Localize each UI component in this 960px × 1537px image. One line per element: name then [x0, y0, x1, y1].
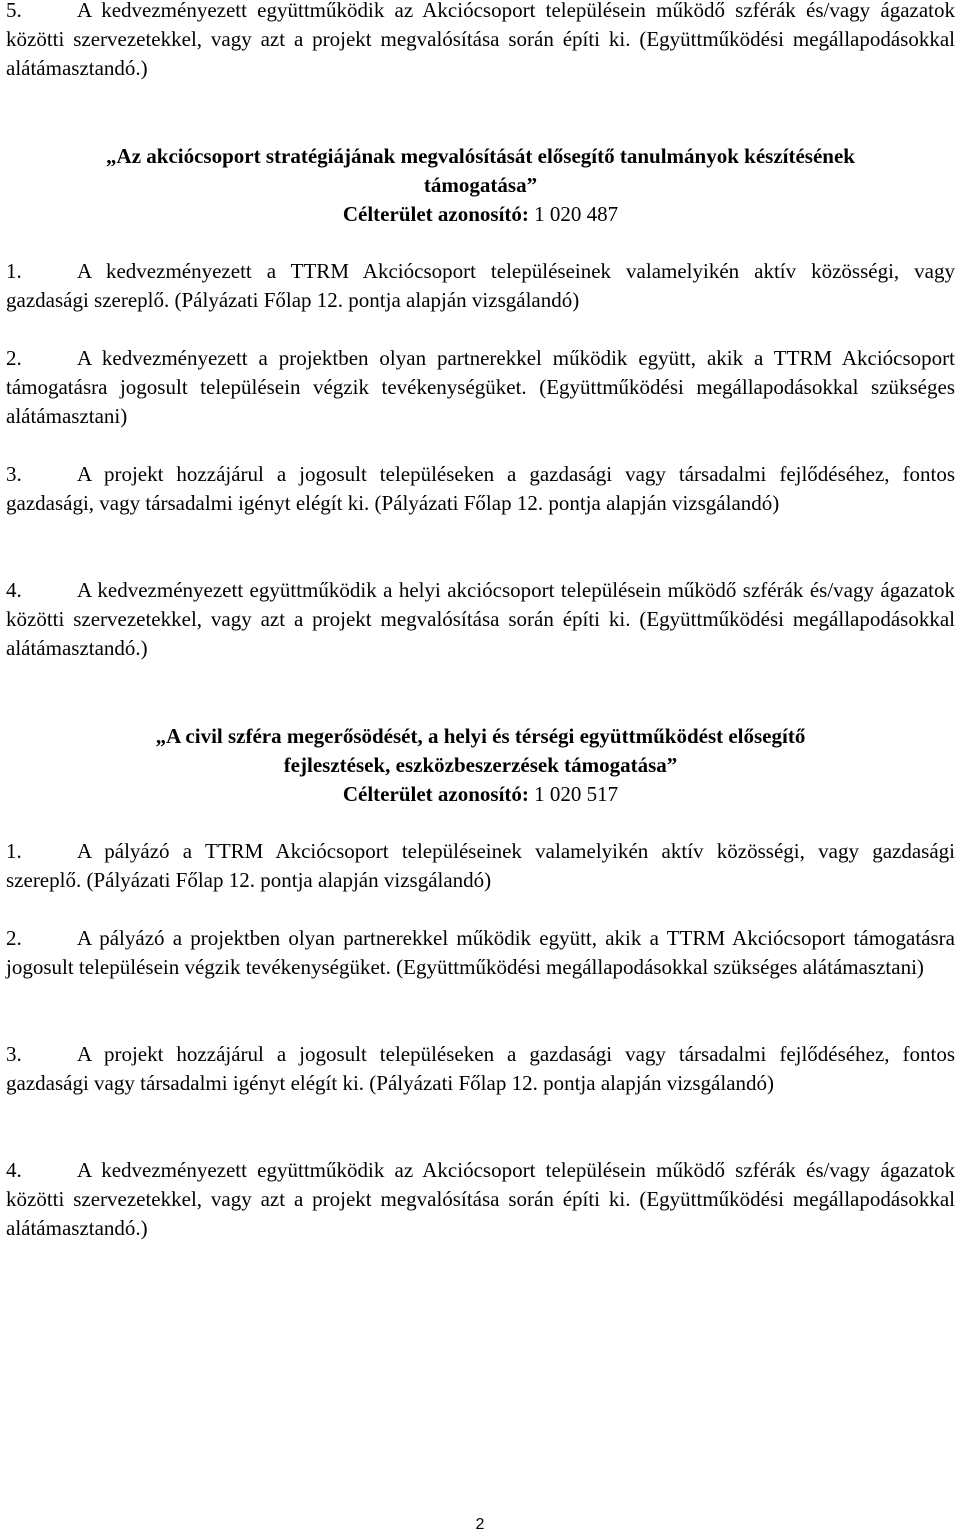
item-text: A pályázó a TTRM Akciócsoport településeinek valamelyikén aktív közösségi, vagy gazdasági szereplő. (Pályázati Főlap 12. pontja alapján vizsgálandó) [6, 839, 955, 892]
section1-item-3 [6, 460, 955, 518]
paragraph-number: 5. [6, 0, 22, 22]
item-text: A projekt hozzájárul a jogosult településeken a gazdasági vagy társadalmi fejlődéséhez, fontos gazdasági, vagy társadalmi igényt elégít ki. (Pályázati Főlap 12. pontja alapján vizsgálandó) [6, 462, 955, 515]
paragraph-text: A kedvezményezett együttműködik az Akciócsoport településein működő szférák és/vagy ágazatok közötti szervezetekkel, vagy azt a projekt megvalósítása során építi ki. (Együttműködési megállapodásokkal alátámasztandó.) [6, 0, 955, 80]
section1-item-4 [6, 576, 955, 663]
item-number: 3. [6, 1042, 22, 1066]
section2-item-1 [6, 837, 955, 895]
page-number: 2 [475, 1516, 485, 1533]
item-number: 1. [6, 259, 22, 283]
target-area-code-2 [6, 780, 955, 809]
item-number: 2. [6, 346, 22, 370]
target-area-code-1 [6, 200, 955, 229]
section-heading-1 [6, 142, 955, 229]
item-text: A kedvezményezett a projektben olyan partnerekkel működik együtt, akik a TTRM Akciócsoport támogatásra jogosult településein végzik tevékenységüket. (Együttműködési megállapodásokkal szükséges alátámasztani) [6, 346, 955, 428]
item-number: 3. [6, 462, 22, 486]
item-number: 4. [6, 578, 22, 602]
target-area-label: Célterület azonosító: [342, 782, 529, 806]
target-area-label: Célterület azonosító: [342, 202, 529, 226]
section1-item-1 [6, 257, 955, 315]
section2-item-2 [6, 924, 955, 982]
section1-item-2 [6, 344, 955, 431]
section2-item-4 [6, 1156, 955, 1243]
item-text: A kedvezményezett együttműködik a helyi akciócsoport településein működő szférák és/vagy ágazatok közötti szervezetekkel, vagy azt a projekt megvalósítása során építi ki. (Együttműködési megállapodásokkal alátámasztandó.) [6, 578, 955, 660]
section-title-1: „Az akciócsoport stratégiájának megvalósítását elősegítő tanulmányok készítésének támogatása” [106, 144, 855, 197]
target-area-value: 1 020 517 [534, 782, 619, 806]
item-number: 2. [6, 926, 22, 950]
section2-item-3 [6, 1040, 955, 1098]
item-text: A kedvezményezett együttműködik az Akciócsoport településein működő szférák és/vagy ágazatok közötti szervezetekkel, vagy azt a projekt megvalósítása során építi ki. (Együttműködési megállapodásokkal alátámasztandó.) [6, 1158, 955, 1240]
target-area-value: 1 020 487 [534, 202, 619, 226]
item-number: 1. [6, 839, 22, 863]
top-paragraph [6, 0, 955, 83]
item-text: A kedvezményezett a TTRM Akciócsoport településeinek valamelyikén aktív közösségi, vagy gazdasági szereplő. (Pályázati Főlap 12. pontja alapján vizsgálandó) [6, 259, 955, 312]
section-heading-2 [6, 722, 955, 809]
item-text: A pályázó a projektben olyan partnerekkel működik együtt, akik a TTRM Akciócsoport támogatásra jogosult településein végzik tevékenységüket. (Együttműködési megállapodásokkal szükséges alátámasztani) [6, 926, 955, 979]
section-title-2: „A civil szféra megerősödését, a helyi és térségi együttműködést elősegítő fejlesztések, eszközbeszerzések támogatása” [155, 724, 806, 777]
item-text: A projekt hozzájárul a jogosult településeken a gazdasági vagy társadalmi fejlődéséhez, fontos gazdasági vagy társadalmi igényt elégít ki. (Pályázati Főlap 12. pontja alapján vizsgálandó) [6, 1042, 955, 1095]
item-number: 4. [6, 1158, 22, 1182]
